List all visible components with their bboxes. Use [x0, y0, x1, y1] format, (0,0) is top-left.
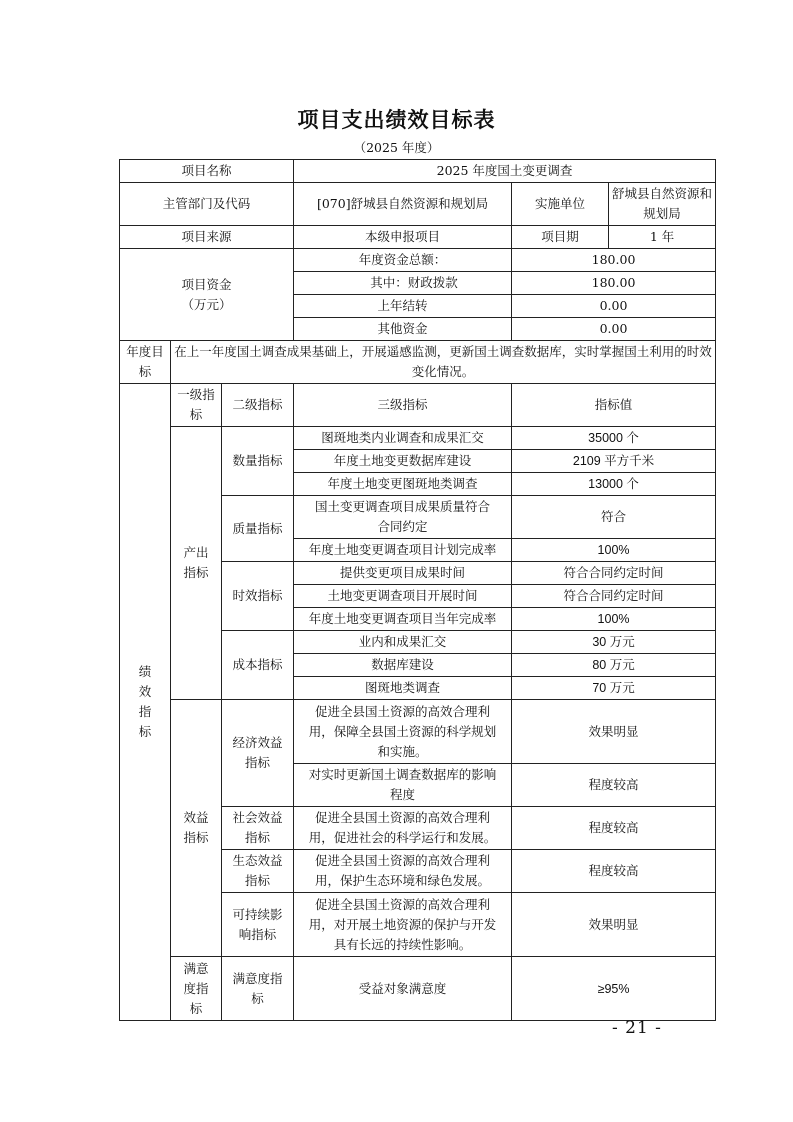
indicator-name: 年度土地变更数据库建设	[294, 450, 512, 473]
social-label: 社会效益指标	[222, 807, 294, 850]
period-value: 1 年	[609, 226, 716, 249]
dept-label: 主管部门及代码	[120, 183, 294, 226]
fund-row-value: 0.00	[512, 295, 716, 318]
table-row	[120, 427, 716, 450]
row-annual-goal	[120, 341, 716, 384]
dept-value: [070]舒城县自然资源和规划局	[294, 183, 512, 226]
table-row	[120, 957, 716, 1021]
indicator-name: 国土变更调查项目成果质量符合合同约定	[294, 496, 512, 539]
row-project-name	[120, 160, 716, 183]
fund-row-value: 180.00	[512, 249, 716, 272]
annual-goal-text: 在上一年度国土调查成果基础上，开展遥感监测，更新国土调查数据库，实时掌握国土利用的时效变化情况。	[171, 341, 716, 384]
fund-row-label: 其他资金	[294, 318, 512, 341]
indicator-name: 提供变更项目成果时间	[294, 562, 512, 585]
indicator-value: 13000 个	[512, 473, 716, 496]
page-number: - 21 -	[612, 1018, 662, 1038]
indicator-name: 图斑地类调查	[294, 677, 512, 700]
row-source	[120, 226, 716, 249]
indicator-name: 业内和成果汇交	[294, 631, 512, 654]
quality-label: 质量指标	[222, 496, 294, 562]
fund-row-label: 年度资金总额：	[294, 249, 512, 272]
row-fund-total	[120, 249, 716, 272]
indicator-name: 年度土地变更图斑地类调查	[294, 473, 512, 496]
indicator-name: 年度土地变更调查项目计划完成率	[294, 539, 512, 562]
document-year: （2025 年度）	[353, 140, 440, 155]
indicator-name: 土地变更调查项目开展时间	[294, 585, 512, 608]
header-level2: 二级指标	[222, 384, 294, 427]
indicator-value: 效果明显	[512, 893, 716, 957]
indicator-value: 70 万元	[512, 677, 716, 700]
indicator-name: 对实时更新国土调查数据库的影响程度	[294, 764, 512, 807]
sustainable-label: 可持续影响指标	[222, 893, 294, 957]
indicator-value: 30 万元	[512, 631, 716, 654]
impl-value: 舒城县自然资源和规划局	[609, 183, 716, 226]
ecological-label: 生态效益指标	[222, 850, 294, 893]
row-department	[120, 183, 716, 226]
project-name-label: 项目名称	[120, 160, 294, 183]
indicator-group-text: 绩效指标	[138, 664, 152, 739]
indicator-name: 图斑地类内业调查和成果汇交	[294, 427, 512, 450]
satisfaction-label: 满意度指标	[171, 957, 222, 1021]
indicator-name: 促进全县国土资源的高效合理利用，保障全县国土资源的科学规划和实施。	[294, 700, 512, 764]
satisfaction-sub-label: 满意度指标	[222, 957, 294, 1021]
indicator-name: 受益对象满意度	[294, 957, 512, 1021]
project-name-value: 2025 年度国土变更调查	[294, 160, 716, 183]
header-level3: 三级指标	[294, 384, 512, 427]
performance-table	[119, 159, 716, 1021]
indicator-value: 符合合同约定时间	[512, 585, 716, 608]
output-label: 产出指标	[171, 427, 222, 700]
table-row	[120, 700, 716, 764]
fund-row-label: 上年结转	[294, 295, 512, 318]
indicator-value: 100%	[512, 539, 716, 562]
indicator-name: 促进全县国土资源的高效合理利用，促进社会的科学运行和发展。	[294, 807, 512, 850]
funds-label: 项目资金	[181, 276, 232, 292]
impl-label: 实施单位	[512, 183, 609, 226]
indicator-value: 35000 个	[512, 427, 716, 450]
annual-goal-label: 年度目标	[120, 341, 171, 384]
indicator-name: 数据库建设	[294, 654, 512, 677]
benefit-label: 效益指标	[171, 700, 222, 957]
indicator-value: 2109 平方千米	[512, 450, 716, 473]
indicator-value: 100%	[512, 608, 716, 631]
fund-row-label: 其中：财政拨款	[294, 272, 512, 295]
cost-label: 成本指标	[222, 631, 294, 700]
indicator-value: 程度较高	[512, 850, 716, 893]
economic-label: 经济效益指标	[222, 700, 294, 807]
row-indicator-header	[120, 384, 716, 427]
indicator-value: 程度较高	[512, 764, 716, 807]
fund-row-value: 0.00	[512, 318, 716, 341]
indicator-group-label	[120, 384, 171, 1021]
indicator-name: 促进全县国土资源的高效合理利用，对开展土地资源的保护与开发具有长远的持续性影响。	[294, 893, 512, 957]
indicator-value: 80 万元	[512, 654, 716, 677]
source-label: 项目来源	[120, 226, 294, 249]
header-level1: 一级指标	[171, 384, 222, 427]
indicator-value: 程度较高	[512, 807, 716, 850]
indicator-value: 符合合同约定时间	[512, 562, 716, 585]
fund-row-value: 180.00	[512, 272, 716, 295]
quantity-label: 数量指标	[222, 427, 294, 496]
period-label: 项目期	[512, 226, 609, 249]
funds-unit: （万元）	[181, 296, 232, 312]
document-title: 项目支出绩效目标表	[297, 108, 496, 132]
indicator-name: 年度土地变更调查项目当年完成率	[294, 608, 512, 631]
source-value: 本级申报项目	[294, 226, 512, 249]
indicator-name: 促进全县国土资源的高效合理利用，保护生态环境和绿色发展。	[294, 850, 512, 893]
timeliness-label: 时效指标	[222, 562, 294, 631]
header-value: 指标值	[512, 384, 716, 427]
indicator-value: 符合	[512, 496, 716, 539]
indicator-value: 效果明显	[512, 700, 716, 764]
indicator-value: ≥95%	[512, 957, 716, 1021]
funds-label-cell	[120, 249, 294, 341]
